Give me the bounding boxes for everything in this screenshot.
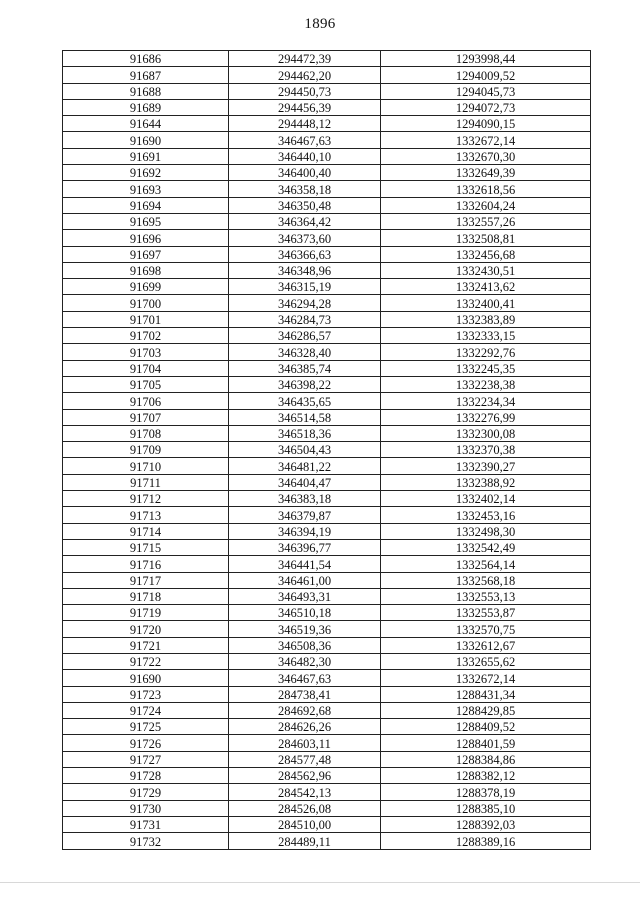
table-row [63,605,591,621]
point-number-cell: 91714 [63,523,229,539]
point-number-cell: 91710 [63,458,229,474]
point-number-cell: 91713 [63,507,229,523]
point-number-cell: 91707 [63,409,229,425]
y-coordinate-cell: 1288389,16 [381,833,591,849]
x-coordinate-cell: 284603,11 [229,735,381,751]
point-number-cell: 91704 [63,360,229,376]
point-number-cell: 91721 [63,637,229,653]
table-row [63,344,591,360]
y-coordinate-cell: 1332276,99 [381,409,591,425]
table-row [63,735,591,751]
table-row [63,409,591,425]
y-coordinate-cell: 1288385,10 [381,800,591,816]
x-coordinate-cell: 346510,18 [229,605,381,621]
point-number-cell: 91690 [63,132,229,148]
table-row [63,491,591,507]
table-row [63,311,591,327]
point-number-cell: 91688 [63,83,229,99]
table-row [63,132,591,148]
point-number-cell: 91697 [63,246,229,262]
coordinates-table-body [63,51,591,850]
x-coordinate-cell: 346504,43 [229,442,381,458]
point-number-cell: 91687 [63,67,229,83]
x-coordinate-cell: 284577,48 [229,751,381,767]
y-coordinate-cell: 1288384,86 [381,751,591,767]
x-coordinate-cell: 346482,30 [229,653,381,669]
point-number-cell: 91715 [63,539,229,555]
point-number-cell: 91700 [63,295,229,311]
y-coordinate-cell: 1332292,76 [381,344,591,360]
table-row [63,197,591,213]
x-coordinate-cell: 294448,12 [229,116,381,132]
point-number-cell: 91728 [63,768,229,784]
y-coordinate-cell: 1332383,89 [381,311,591,327]
point-number-cell: 91699 [63,279,229,295]
y-coordinate-cell: 1332564,14 [381,556,591,572]
point-number-cell: 91644 [63,116,229,132]
y-coordinate-cell: 1294009,52 [381,67,591,83]
table-row [63,51,591,67]
y-coordinate-cell: 1332388,92 [381,474,591,490]
point-number-cell: 91725 [63,719,229,735]
x-coordinate-cell: 346441,54 [229,556,381,572]
y-coordinate-cell: 1293998,44 [381,51,591,67]
x-coordinate-cell: 346383,18 [229,491,381,507]
y-coordinate-cell: 1332672,14 [381,132,591,148]
table-row [63,751,591,767]
table-row [63,425,591,441]
y-coordinate-cell: 1288392,03 [381,816,591,832]
x-coordinate-cell: 346385,74 [229,360,381,376]
x-coordinate-cell: 346398,22 [229,376,381,392]
y-coordinate-cell: 1332568,18 [381,572,591,588]
x-coordinate-cell: 346348,96 [229,262,381,278]
point-number-cell: 91702 [63,328,229,344]
y-coordinate-cell: 1332390,27 [381,458,591,474]
table-row [63,702,591,718]
y-coordinate-cell: 1332402,14 [381,491,591,507]
table-row [63,621,591,637]
point-number-cell: 91691 [63,148,229,164]
x-coordinate-cell: 284626,26 [229,719,381,735]
x-coordinate-cell: 346514,58 [229,409,381,425]
table-row [63,393,591,409]
y-coordinate-cell: 1332612,67 [381,637,591,653]
y-coordinate-cell: 1332453,16 [381,507,591,523]
point-number-cell: 91703 [63,344,229,360]
x-coordinate-cell: 284738,41 [229,686,381,702]
x-coordinate-cell: 294462,20 [229,67,381,83]
y-coordinate-cell: 1288401,59 [381,735,591,751]
y-coordinate-cell: 1332430,51 [381,262,591,278]
table-row [63,328,591,344]
y-coordinate-cell: 1332557,26 [381,213,591,229]
y-coordinate-cell: 1332400,41 [381,295,591,311]
point-number-cell: 91696 [63,230,229,246]
y-coordinate-cell: 1294090,15 [381,116,591,132]
table-row [63,670,591,686]
x-coordinate-cell: 346294,28 [229,295,381,311]
y-coordinate-cell: 1288429,85 [381,702,591,718]
y-coordinate-cell: 1332553,87 [381,605,591,621]
point-number-cell: 91724 [63,702,229,718]
coordinates-table [62,50,591,850]
x-coordinate-cell: 346481,22 [229,458,381,474]
x-coordinate-cell: 346461,00 [229,572,381,588]
x-coordinate-cell: 346467,63 [229,132,381,148]
x-coordinate-cell: 346435,65 [229,393,381,409]
table-row [63,816,591,832]
point-number-cell: 91729 [63,784,229,800]
y-coordinate-cell: 1294072,73 [381,99,591,115]
x-coordinate-cell: 346366,63 [229,246,381,262]
table-row [63,67,591,83]
table-row [63,653,591,669]
x-coordinate-cell: 346493,31 [229,588,381,604]
table-row [63,230,591,246]
table-row [63,442,591,458]
table-row [63,213,591,229]
x-coordinate-cell: 346379,87 [229,507,381,523]
table-row [63,116,591,132]
table-row [63,539,591,555]
point-number-cell: 91693 [63,181,229,197]
y-coordinate-cell: 1332553,13 [381,588,591,604]
point-number-cell: 91720 [63,621,229,637]
x-coordinate-cell: 346518,36 [229,425,381,441]
table-row [63,295,591,311]
point-number-cell: 91701 [63,311,229,327]
point-number-cell: 91690 [63,670,229,686]
x-coordinate-cell: 346315,19 [229,279,381,295]
x-coordinate-cell: 284562,96 [229,768,381,784]
y-coordinate-cell: 1332542,49 [381,539,591,555]
y-coordinate-cell: 1332670,30 [381,148,591,164]
table-row [63,523,591,539]
table-row [63,784,591,800]
point-number-cell: 91727 [63,751,229,767]
point-number-cell: 91718 [63,588,229,604]
y-coordinate-cell: 1332618,56 [381,181,591,197]
x-coordinate-cell: 284510,00 [229,816,381,832]
table-row [63,83,591,99]
x-coordinate-cell: 294456,39 [229,99,381,115]
table-row [63,246,591,262]
y-coordinate-cell: 1332234,34 [381,393,591,409]
x-coordinate-cell: 346358,18 [229,181,381,197]
x-coordinate-cell: 346373,60 [229,230,381,246]
table-row [63,148,591,164]
point-number-cell: 91730 [63,800,229,816]
x-coordinate-cell: 346519,36 [229,621,381,637]
x-coordinate-cell: 346396,77 [229,539,381,555]
table-row [63,572,591,588]
table-row [63,181,591,197]
y-coordinate-cell: 1332655,62 [381,653,591,669]
point-number-cell: 91692 [63,165,229,181]
table-row [63,165,591,181]
point-number-cell: 91712 [63,491,229,507]
x-coordinate-cell: 294472,39 [229,51,381,67]
x-coordinate-cell: 346364,42 [229,213,381,229]
table-row [63,556,591,572]
table-row [63,458,591,474]
y-coordinate-cell: 1332413,62 [381,279,591,295]
y-coordinate-cell: 1294045,73 [381,83,591,99]
x-coordinate-cell: 284526,08 [229,800,381,816]
y-coordinate-cell: 1332333,15 [381,328,591,344]
x-coordinate-cell: 346328,40 [229,344,381,360]
point-number-cell: 91723 [63,686,229,702]
bottom-scan-edge [0,882,640,883]
point-number-cell: 91732 [63,833,229,849]
point-number-cell: 91698 [63,262,229,278]
table-row [63,833,591,849]
point-number-cell: 91689 [63,99,229,115]
point-number-cell: 91719 [63,605,229,621]
y-coordinate-cell: 1332508,81 [381,230,591,246]
x-coordinate-cell: 284489,11 [229,833,381,849]
point-number-cell: 91705 [63,376,229,392]
y-coordinate-cell: 1332649,39 [381,165,591,181]
y-coordinate-cell: 1288409,52 [381,719,591,735]
y-coordinate-cell: 1332370,38 [381,442,591,458]
point-number-cell: 91711 [63,474,229,490]
point-number-cell: 91731 [63,816,229,832]
table-row [63,768,591,784]
y-coordinate-cell: 1332238,38 [381,376,591,392]
table-row [63,360,591,376]
x-coordinate-cell: 346404,47 [229,474,381,490]
point-number-cell: 91708 [63,425,229,441]
y-coordinate-cell: 1332456,68 [381,246,591,262]
point-number-cell: 91726 [63,735,229,751]
y-coordinate-cell: 1332604,24 [381,197,591,213]
table-row [63,376,591,392]
x-coordinate-cell: 284692,68 [229,702,381,718]
point-number-cell: 91694 [63,197,229,213]
y-coordinate-cell: 1332245,35 [381,360,591,376]
y-coordinate-cell: 1332300,08 [381,425,591,441]
table-row [63,262,591,278]
x-coordinate-cell: 346440,10 [229,148,381,164]
point-number-cell: 91722 [63,653,229,669]
y-coordinate-cell: 1288378,19 [381,784,591,800]
table-row [63,637,591,653]
x-coordinate-cell: 346394,19 [229,523,381,539]
x-coordinate-cell: 284542,13 [229,784,381,800]
point-number-cell: 91695 [63,213,229,229]
x-coordinate-cell: 346508,36 [229,637,381,653]
x-coordinate-cell: 346286,57 [229,328,381,344]
x-coordinate-cell: 346400,40 [229,165,381,181]
x-coordinate-cell: 346284,73 [229,311,381,327]
y-coordinate-cell: 1332498,30 [381,523,591,539]
point-number-cell: 91716 [63,556,229,572]
point-number-cell: 91717 [63,572,229,588]
page-number: 1896 [304,16,336,32]
x-coordinate-cell: 294450,73 [229,83,381,99]
point-number-cell: 91709 [63,442,229,458]
point-number-cell: 91686 [63,51,229,67]
table-row [63,800,591,816]
x-coordinate-cell: 346350,48 [229,197,381,213]
point-number-cell: 91706 [63,393,229,409]
table-row [63,588,591,604]
coordinates-table-container [62,50,590,850]
y-coordinate-cell: 1288431,34 [381,686,591,702]
x-coordinate-cell: 346467,63 [229,670,381,686]
y-coordinate-cell: 1332570,75 [381,621,591,637]
y-coordinate-cell: 1332672,14 [381,670,591,686]
table-row [63,474,591,490]
table-row [63,686,591,702]
table-row [63,507,591,523]
table-row [63,719,591,735]
table-row [63,279,591,295]
y-coordinate-cell: 1288382,12 [381,768,591,784]
table-row [63,99,591,115]
